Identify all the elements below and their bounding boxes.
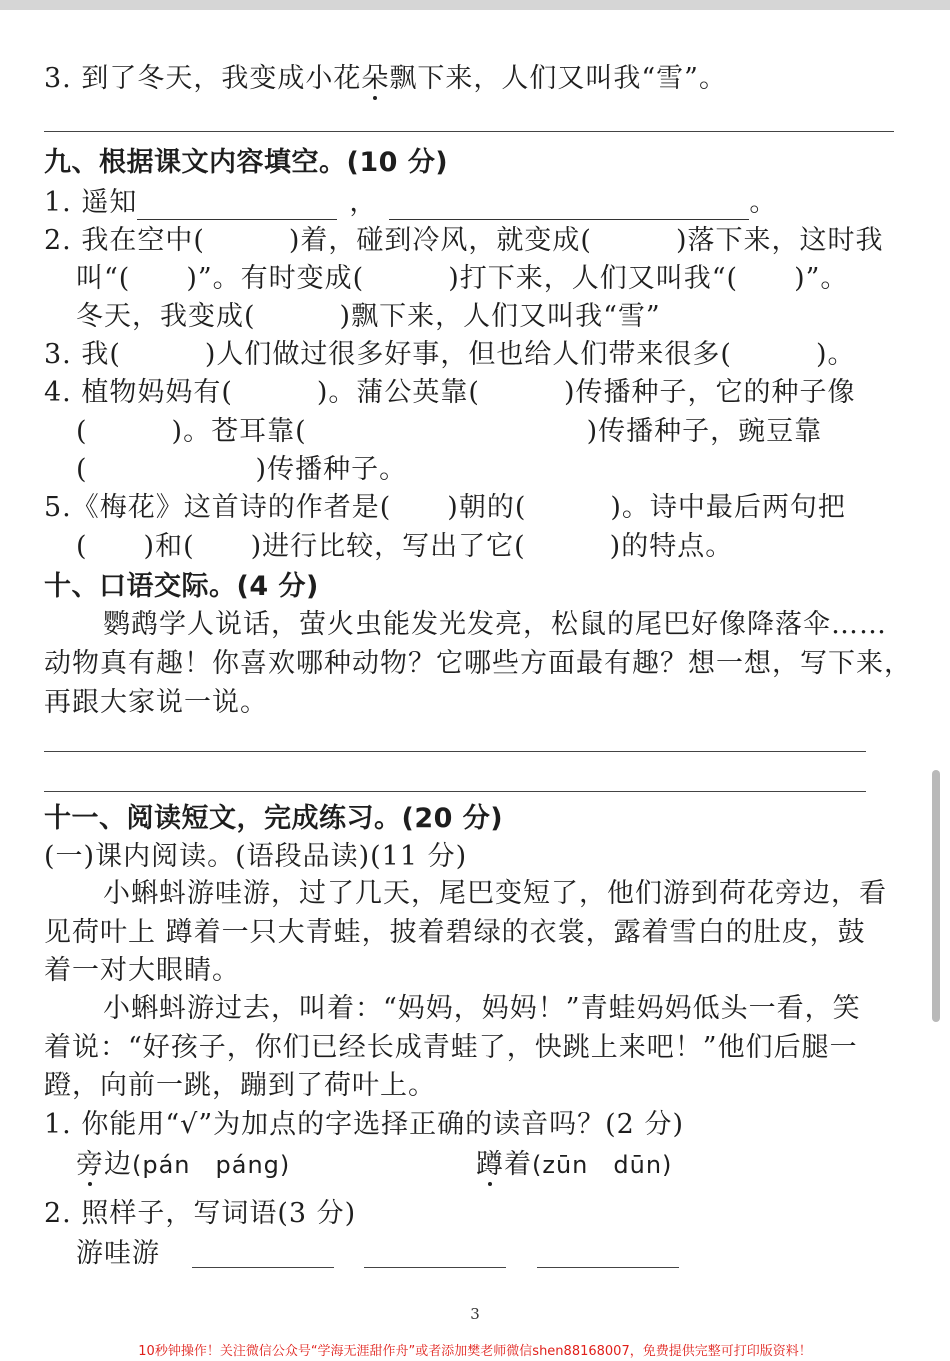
- sec9-line-4: 冬天，我变成( )飘下来，人们又叫我“雪”: [76, 301, 661, 332]
- dotted-char: 旁: [76, 1149, 104, 1180]
- sec10-para-1: 鹦鹉学人说话，萤火虫能发光发亮，松鼠的尾巴好像降落伞……: [103, 609, 887, 640]
- passage-line-5: 着说：“好孩子，你们已经长成青蛙了，快跳上来吧！”他们后腿一: [44, 1032, 858, 1063]
- answer-line: [44, 131, 894, 132]
- sec9-line-9: 5.《梅花》这首诗的作者是( )朝的( )。诗中最后两句把: [44, 492, 846, 523]
- promo-footer: 10秒钟操作！关注微信公众号“学海无涯甜作舟”或者添加樊老师微信shen88168007，免费提供完整可打印版资料！: [138, 1344, 812, 1359]
- fill-blank[interactable]: [137, 193, 337, 220]
- question-2: 2. 照样子，写词语(3 分): [44, 1198, 357, 1229]
- section-9-title: 九、根据课文内容填空。(10 分): [44, 147, 449, 178]
- answer-line: [44, 751, 866, 752]
- passage-line-3: 着一对大眼睛。: [44, 955, 240, 986]
- dotted-char: 蹲: [476, 1149, 504, 1180]
- passage-line-1: 小蝌蚪游哇游，过了几天，尾巴变短了，他们游到荷花旁边，看: [103, 878, 887, 909]
- section-11-title: 十一、阅读短文，完成练习。(20 分): [44, 803, 504, 834]
- word-blank-2[interactable]: [364, 1267, 506, 1268]
- pinyin-choice-2[interactable]: 蹲着(zūn dūn): [476, 1149, 673, 1180]
- word-blank-3[interactable]: [537, 1267, 679, 1268]
- sec9-line-6: 4. 植物妈妈有( )。蒲公英靠( )传播种子，它的种子像: [44, 377, 856, 408]
- sec9-line-8: ( )传播种子。: [76, 454, 408, 485]
- sec9-line-7: ( )。苍耳靠( )传播种子，豌豆靠: [76, 416, 823, 447]
- dotted-char: 朵: [361, 63, 390, 94]
- pinyin-choice-1[interactable]: 旁边(pán páng): [76, 1149, 291, 1180]
- top-scroll-edge: [0, 0, 950, 10]
- sec10-para-2: 动物真有趣！你喜欢哪种动物？它哪些方面最有趣？想一想，写下来，: [44, 648, 912, 679]
- question-1: 1. 你能用“√”为加点的字选择正确的读音吗？(2 分): [44, 1109, 684, 1140]
- fill-blank[interactable]: [389, 193, 749, 220]
- section-10-title: 十、口语交际。(4 分): [44, 571, 319, 602]
- sec10-para-3: 再跟大家说一说。: [44, 687, 268, 718]
- passage-line-2: 见荷叶上 蹲着一只大青蛙，披着碧绿的衣裳，露着雪白的肚皮，鼓: [44, 917, 866, 948]
- sec11-subtitle: (一)课内阅读。(语段品读)(11 分): [44, 841, 468, 872]
- sec9-line-10: ( )和( )进行比较，写出了它( )的特点。: [76, 531, 734, 562]
- passage-line-4: 小蝌蚪游过去，叫着：“妈妈，妈妈！”青蛙妈妈低头一看，笑: [103, 993, 861, 1024]
- page-number: 3: [470, 1305, 480, 1323]
- scrollbar-thumb[interactable]: [932, 770, 940, 1022]
- sec9-line-1: 1. 遥知 ， 。: [44, 187, 778, 218]
- q8-line-3: 3. 到了冬天，我变成小花朵飘下来，人们又叫我“雪”。: [44, 63, 727, 94]
- word-example: 游哇游: [76, 1238, 160, 1269]
- sec9-line-2: 2. 我在空中( )着，碰到冷风，就变成( )落下来，这时我: [44, 225, 884, 256]
- word-blank-1[interactable]: [192, 1267, 334, 1268]
- answer-line: [44, 791, 866, 792]
- sec9-line-5: 3. 我( )人们做过很多好事，但也给人们带来很多( )。: [44, 339, 856, 370]
- sec9-line-3: 叫“( )”。有时变成( )打下来，人们又叫我“( )”。: [76, 263, 849, 294]
- passage-line-6: 蹬，向前一跳，蹦到了荷叶上。: [44, 1070, 436, 1101]
